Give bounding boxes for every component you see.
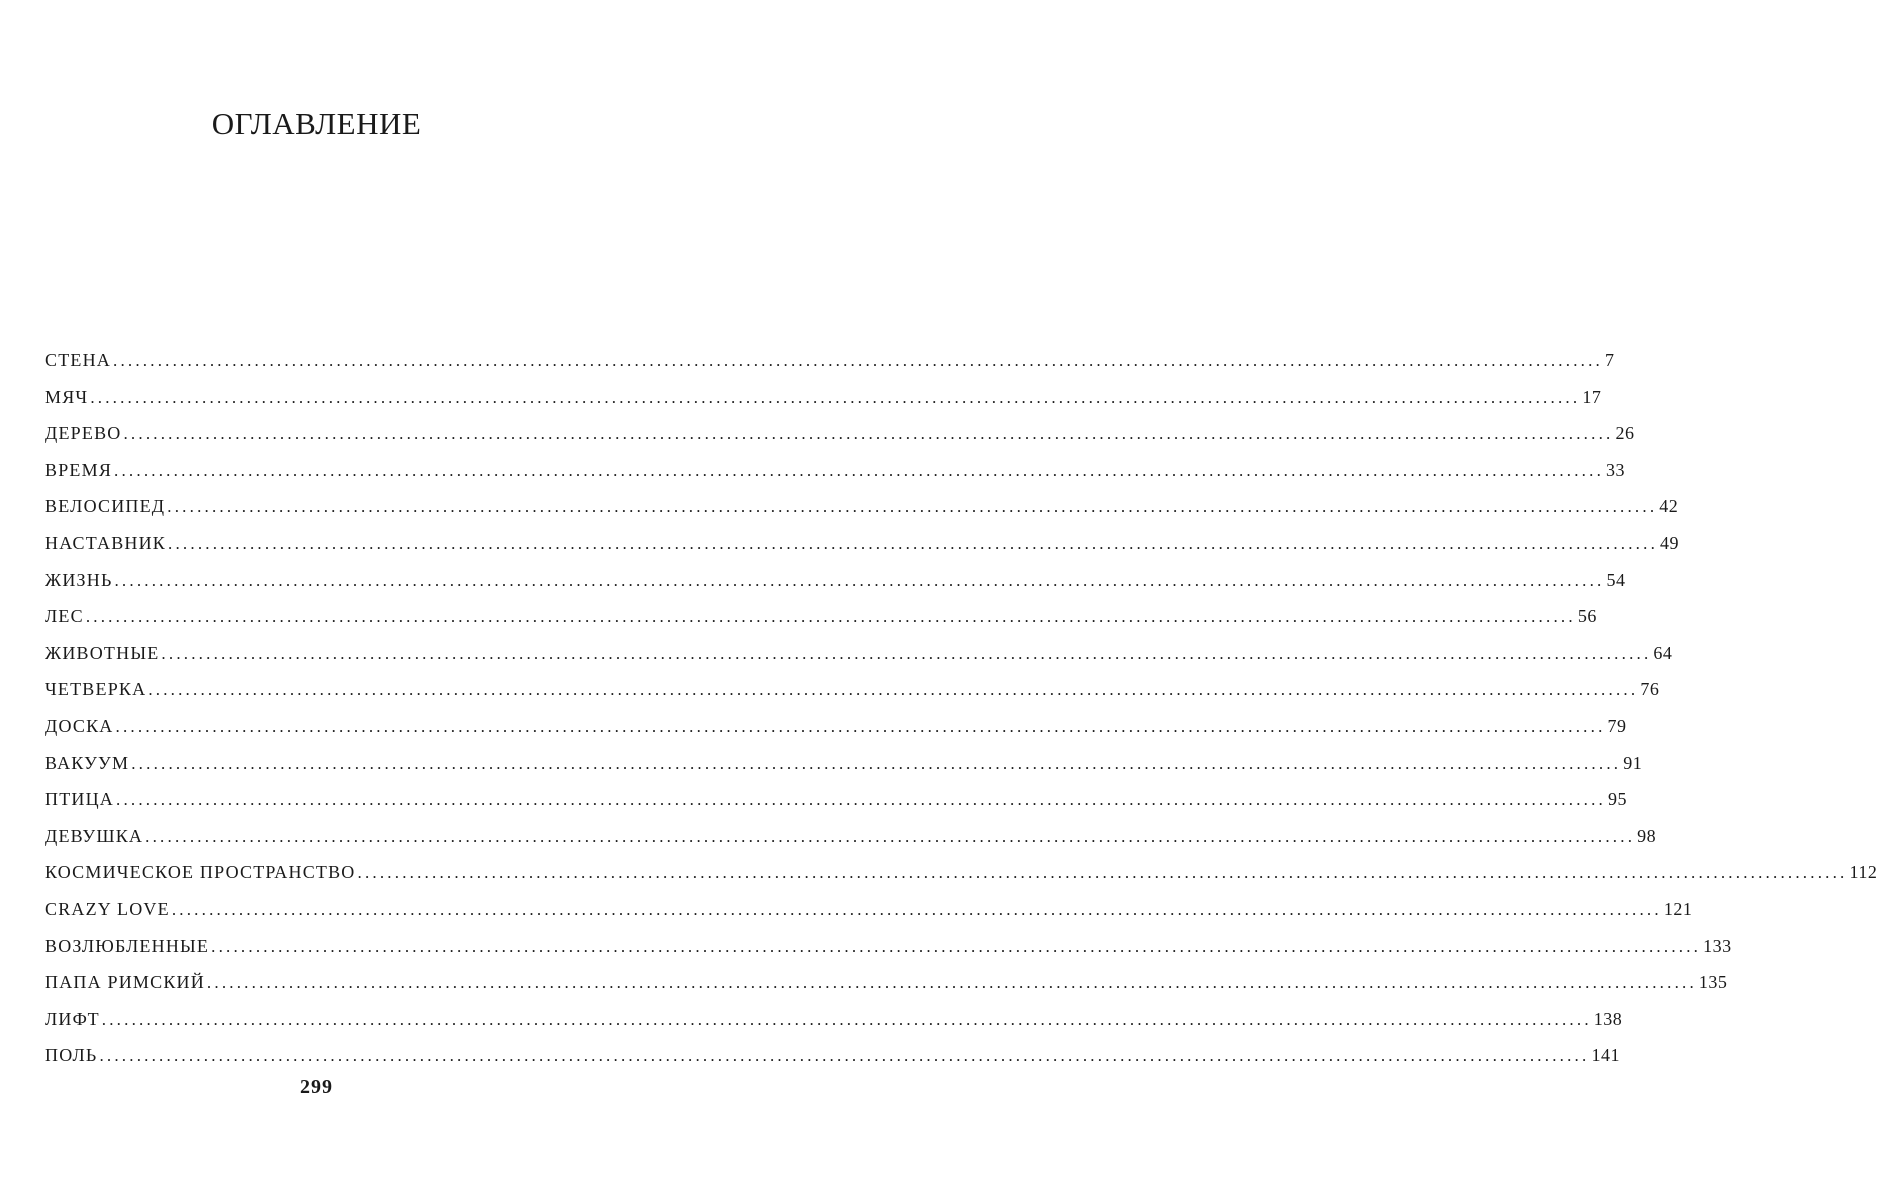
toc-entry-title: ВРЕМЯ	[45, 459, 113, 480]
toc-dot-leader: ........................................................................................................................................................................................................	[168, 533, 1659, 553]
toc-entry	[45, 606, 1597, 643]
toc-entry-page: 135	[1698, 972, 1728, 993]
toc-dot-leader: ........................................................................................................................................................................................................	[113, 351, 1603, 370]
toc-entry	[45, 862, 1877, 899]
toc-entry	[45, 898, 1693, 936]
toc-entry	[45, 935, 1732, 973]
toc-entry-page: 56	[1577, 606, 1597, 627]
toc-entry-page: 54	[1606, 569, 1626, 590]
toc-entry-page: 49	[1660, 532, 1680, 553]
toc-dot-leader: ........................................................................................................................................................................................................	[357, 863, 1848, 883]
toc-entry-page: 98	[1637, 825, 1657, 846]
toc-entry-title: ЛЕС	[45, 606, 84, 627]
toc-entry-title: ЛИФТ	[45, 1008, 100, 1029]
toc-entry-page: 141	[1591, 1045, 1620, 1066]
toc-dot-leader: ........................................................................................................................................................................................................	[161, 643, 1652, 663]
toc-entry-title: ДОСКА	[45, 715, 114, 736]
toc-entry	[45, 752, 1643, 790]
toc-dot-leader: ........................................................................................................................................................................................................	[85, 607, 1576, 627]
toc-dot-leader: ........................................................................................................................................................................................................	[145, 826, 1636, 846]
toc-entry	[45, 715, 1627, 753]
toc-entry-page: 112	[1849, 862, 1877, 883]
toc-dot-leader: ........................................................................................................................................................................................................	[131, 753, 1622, 773]
toc-dot-leader: ........................................................................................................................................................................................................	[211, 936, 1702, 956]
toc-entry	[45, 386, 1602, 424]
toc-dot-leader: ........................................................................................................................................................................................................	[99, 1046, 1590, 1066]
toc-entry-page: 7	[1605, 350, 1615, 370]
page-title: ОГЛАВЛЕНИЕ	[211, 106, 422, 141]
toc-dot-leader: ........................................................................................................................................................................................................	[114, 460, 1605, 480]
toc-entry-title: МЯЧ	[45, 386, 89, 407]
toc-dot-leader: ........................................................................................................................................................................................................	[167, 497, 1658, 517]
toc-entry-title: CRAZY LOVE	[45, 898, 170, 919]
toc-entry	[45, 532, 1680, 570]
page-number: 299	[300, 1076, 333, 1098]
toc-entry	[45, 825, 1657, 863]
toc-entry-page: 64	[1653, 642, 1673, 663]
toc-entry-title: КОСМИЧЕСКОЕ ПРОСТРАНСТВО	[45, 862, 356, 883]
toc-dot-leader: ........................................................................................................................................................................................................	[171, 899, 1662, 919]
toc-entry	[45, 496, 1679, 533]
toc-entry-page: 79	[1607, 715, 1627, 736]
toc-entry-title: ПТИЦА	[45, 789, 114, 810]
toc-entry-page: 95	[1608, 789, 1627, 810]
toc-entry-title: ЧЕТВЕРКА	[45, 679, 147, 700]
toc-entry	[45, 423, 1635, 460]
toc-entry	[45, 789, 1627, 826]
toc-entry-page: 42	[1659, 496, 1679, 517]
toc-entry	[45, 569, 1626, 607]
toc-dot-leader: ........................................................................................................................................................................................................	[116, 790, 1606, 810]
toc-entry-page: 133	[1703, 935, 1732, 956]
toc-entry-title: НАСТАВНИК	[45, 532, 167, 553]
toc-entry-page: 76	[1640, 679, 1660, 700]
toc-entry	[45, 350, 1615, 387]
table-of-contents	[45, 350, 1877, 1082]
toc-entry-title: ПАПА РИМСКИЙ	[45, 972, 205, 993]
toc-dot-leader: ........................................................................................................................................................................................................	[114, 570, 1605, 590]
toc-dot-leader: ........................................................................................................................................................................................................	[206, 973, 1697, 993]
toc-entry-page: 91	[1623, 752, 1643, 773]
toc-entry	[45, 1008, 1623, 1046]
toc-entry	[45, 642, 1673, 680]
toc-entry-title: ЖИВОТНЫЕ	[45, 642, 160, 663]
toc-dot-leader: ........................................................................................................................................................................................................	[115, 716, 1606, 736]
toc-entry-title: ВОЗЛЮБЛЕННЫЕ	[45, 935, 210, 956]
toc-entry-page: 138	[1593, 1008, 1623, 1029]
toc-entry-title: ПОЛЬ	[45, 1045, 98, 1066]
toc-entry	[45, 972, 1728, 1009]
toc-dot-leader: ........................................................................................................................................................................................................	[123, 424, 1614, 444]
toc-entry-title: ДЕВУШКА	[45, 825, 144, 846]
toc-entry-title: ВАКУУМ	[45, 752, 130, 773]
toc-entry-page: 121	[1663, 898, 1693, 919]
toc-dot-leader: ........................................................................................................................................................................................................	[148, 680, 1639, 700]
toc-entry-page: 26	[1615, 423, 1635, 444]
toc-entry	[45, 459, 1626, 497]
toc-dot-leader: ........................................................................................................................................................................................................	[90, 387, 1581, 407]
toc-entry	[45, 679, 1660, 716]
toc-entry-page: 17	[1582, 386, 1602, 407]
toc-entry-title: ЖИЗНЬ	[45, 569, 113, 590]
toc-entry-page: 33	[1606, 459, 1626, 480]
toc-dot-leader: ........................................................................................................................................................................................................	[101, 1009, 1592, 1029]
toc-entry-title: ДЕРЕВО	[45, 423, 122, 444]
toc-entry-title: ВЕЛОСИПЕД	[45, 496, 166, 517]
toc-entry-title: СТЕНА	[45, 350, 111, 370]
